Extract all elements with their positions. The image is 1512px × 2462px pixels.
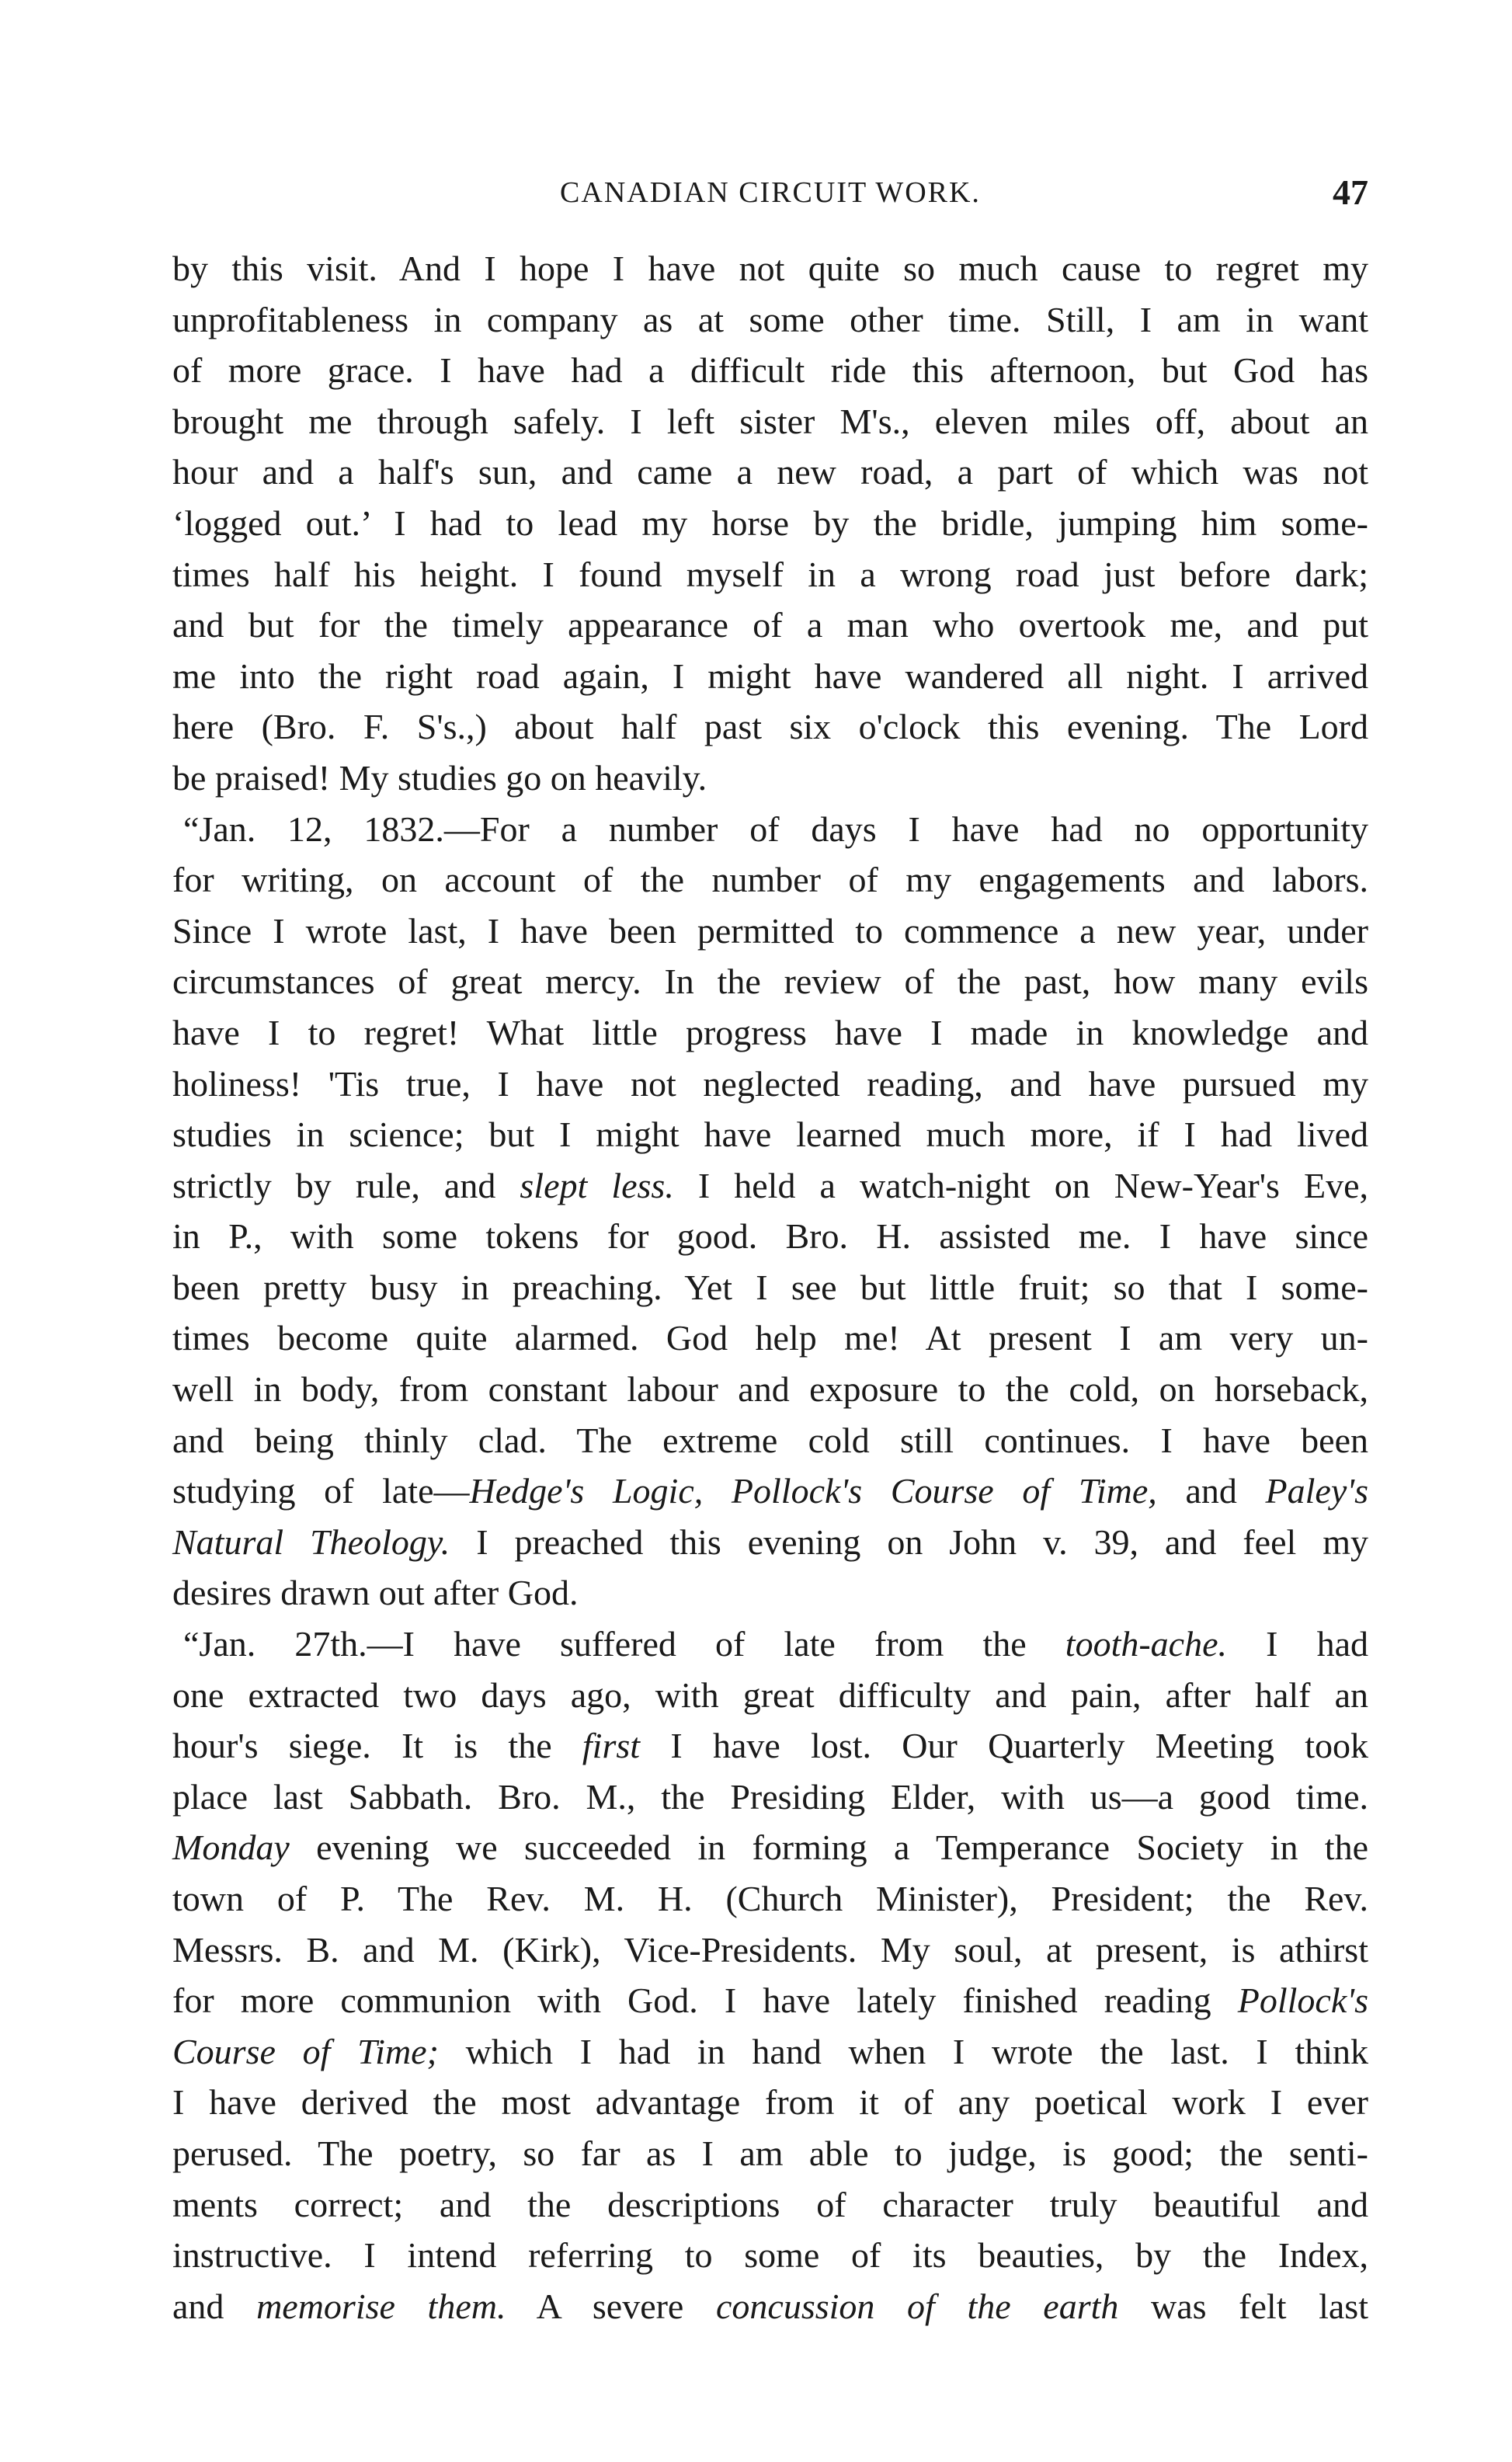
text-line <box>172 396 1368 447</box>
text-segment: which I had in hand when I wrote the last. I think <box>438 2031 1368 2071</box>
text-line <box>172 1160 1368 1212</box>
text-segment: Messrs. B. and M. (Kirk), Vice-Presidents. My soul, at present, is athirst <box>172 1929 1368 1970</box>
text-line <box>172 1567 1368 1619</box>
text-line <box>172 1313 1368 1364</box>
italic-text: first <box>582 1726 641 1766</box>
text-segment: Since I wrote last, I have been permitted to commence a new year, under <box>172 910 1368 951</box>
text-segment: hour's siege. It is the <box>172 1726 582 1766</box>
italic-text: Hedge's Logic, Pollock's Course of Time, <box>469 1471 1157 1511</box>
text-segment: have I to regret! What little progress have I made in knowledge and <box>172 1012 1368 1052</box>
text-segment: strictly by rule, and <box>172 1165 520 1205</box>
text-segment: place last Sabbath. Bro. M., the Presiding Elder, with us—a good time. <box>172 1776 1368 1817</box>
text-line <box>172 1466 1368 1517</box>
text-segment: ‘logged out.’ I had to lead my horse by the bridle, jumping him some- <box>172 502 1368 543</box>
italic-text: memorise them. <box>256 2286 506 2326</box>
italic-text: Monday <box>172 1827 290 1868</box>
page-number: 47 <box>1333 172 1368 212</box>
text-line <box>172 549 1368 600</box>
text-segment: circumstances of great mercy. In the review of the past, how many evils <box>172 962 1368 1002</box>
text-segment: been pretty busy in preaching. Yet I see but little fruit; so that I some- <box>172 1267 1368 1307</box>
text-line <box>172 447 1368 498</box>
text-segment: studies in science; but I might have learned much more, if I had lived <box>172 1115 1368 1155</box>
text-segment: evening we succeeded in forming a Temperance Society in the <box>289 1827 1368 1868</box>
text-line <box>172 1211 1368 1262</box>
text-line <box>172 753 1368 804</box>
text-segment: by this visit. And I hope I have not quite so much cause to regret my <box>172 249 1368 288</box>
text-segment: here (Bro. F. S's.,) about half past six o'clock this evening. The Lord <box>172 707 1368 747</box>
text-segment: and <box>172 2286 257 2326</box>
text-segment: town of P. The Rev. M. H. (Church Minister), President; the Rev. <box>172 1879 1368 1918</box>
text-segment: times half his height. I found myself in a wrong road just before dark; <box>172 554 1368 594</box>
text-segment: ments correct; and the descriptions of character truly beautiful and <box>172 2184 1368 2224</box>
text-line <box>172 956 1368 1007</box>
text-segment: studying of late— <box>172 1471 470 1511</box>
text-line <box>172 1109 1368 1160</box>
text-line <box>172 1772 1368 1823</box>
text-segment: I have lost. Our Quarterly Meeting took <box>640 1726 1368 1766</box>
italic-text: slept less. <box>520 1165 674 1205</box>
text-line <box>172 1720 1368 1772</box>
text-line <box>172 1262 1368 1313</box>
text-segment: and but for the timely appearance of a man who overtook me, and put <box>172 605 1368 645</box>
text-line <box>172 345 1368 396</box>
text-segment: I held a watch-night on New-Year's Eve, <box>673 1165 1368 1205</box>
text-segment: I have derived the most advantage from it of any poetical work I ever <box>172 2082 1368 2123</box>
italic-text: tooth-ache. <box>1065 1624 1228 1664</box>
text-segment: for writing, on account of the number of my engagements and labors. <box>172 860 1368 900</box>
italic-text: Paley's <box>1265 1471 1368 1511</box>
text-line <box>172 2077 1368 2128</box>
text-segment: times become quite alarmed. God help me! At present I am very un- <box>172 1318 1368 1358</box>
text-line <box>172 1059 1368 1110</box>
text-line <box>172 1517 1368 1568</box>
running-head: CANADIAN CIRCUIT WORK. <box>560 176 981 209</box>
text-line <box>172 294 1368 346</box>
text-line <box>172 1975 1368 2026</box>
text-line <box>172 1415 1368 1466</box>
text-segment: I preached this evening on John v. 39, and feel my <box>450 1521 1368 1562</box>
page-header <box>172 169 1368 216</box>
text-line <box>172 1925 1368 1976</box>
text-segment: well in body, from constant labour and exposure to the cold, on horseback, <box>172 1369 1368 1410</box>
text-line <box>172 600 1368 651</box>
text-line <box>172 701 1368 753</box>
text-segment: unprofitableness in company as at some other time. Still, I am in want <box>172 299 1368 339</box>
text-line <box>172 2179 1368 2231</box>
text-line <box>172 906 1368 957</box>
italic-text: Course of Time; <box>172 2031 439 2071</box>
text-segment: and <box>1156 1471 1266 1511</box>
text-line <box>172 498 1368 549</box>
text-segment: and being thinly clad. The extreme cold still continues. I have been <box>172 1420 1368 1460</box>
text-line <box>172 1822 1368 1873</box>
text-line <box>172 1007 1368 1059</box>
text-segment: desires drawn out after God. <box>172 1573 579 1613</box>
italic-text: Natural Theology. <box>172 1521 450 1562</box>
text-segment: was felt last <box>1118 2286 1368 2326</box>
text-segment: in P., with some tokens for good. Bro. H. assisted me. I have since <box>172 1216 1368 1257</box>
text-line <box>172 854 1368 906</box>
text-segment: one extracted two days ago, with great difficulty and pain, after half an <box>172 1674 1368 1715</box>
text-segment: brought me through safely. I left sister M's., eleven miles off, about an <box>172 401 1368 441</box>
text-line <box>172 1364 1368 1415</box>
text-line <box>172 1670 1368 1721</box>
text-segment: hour and a half's sun, and came a new road, a part of which was not <box>172 452 1368 492</box>
text-line <box>172 804 1368 855</box>
text-line <box>172 2128 1368 2179</box>
text-line <box>172 1619 1368 1670</box>
text-line <box>172 2230 1368 2281</box>
text-segment: be praised! My studies go on heavily. <box>172 757 707 798</box>
text-segment: “Jan. 12, 1832.—For a number of days I have had no opportunity <box>183 808 1368 849</box>
italic-text: concussion of the earth <box>715 2286 1119 2326</box>
text-segment: I had <box>1227 1624 1368 1664</box>
text-line <box>172 1873 1368 1925</box>
italic-text: Pollock's <box>1237 1980 1368 2021</box>
text-segment: of more grace. I have had a difficult ride this afternoon, but God has <box>172 350 1368 391</box>
text-line <box>172 243 1368 294</box>
text-line <box>172 2026 1368 2078</box>
text-segment: instructive. I intend referring to some of its beauties, by the Index, <box>172 2235 1368 2276</box>
text-segment: A severe <box>506 2286 716 2326</box>
text-segment: perused. The poetry, so far as I am able to judge, is good; the senti- <box>172 2133 1368 2173</box>
text-segment: for more communion with God. I have lately finished reading <box>172 1980 1238 2021</box>
text-line <box>172 2281 1368 2332</box>
text-line <box>172 651 1368 702</box>
text-segment: me into the right road again, I might have wandered all night. I arrived <box>172 655 1368 696</box>
body-text <box>172 243 1368 2332</box>
text-segment: holiness! 'Tis true, I have not neglected reading, and have pursued my <box>172 1063 1368 1104</box>
text-segment: “Jan. 27th.—I have suffered of late from the <box>183 1624 1065 1664</box>
